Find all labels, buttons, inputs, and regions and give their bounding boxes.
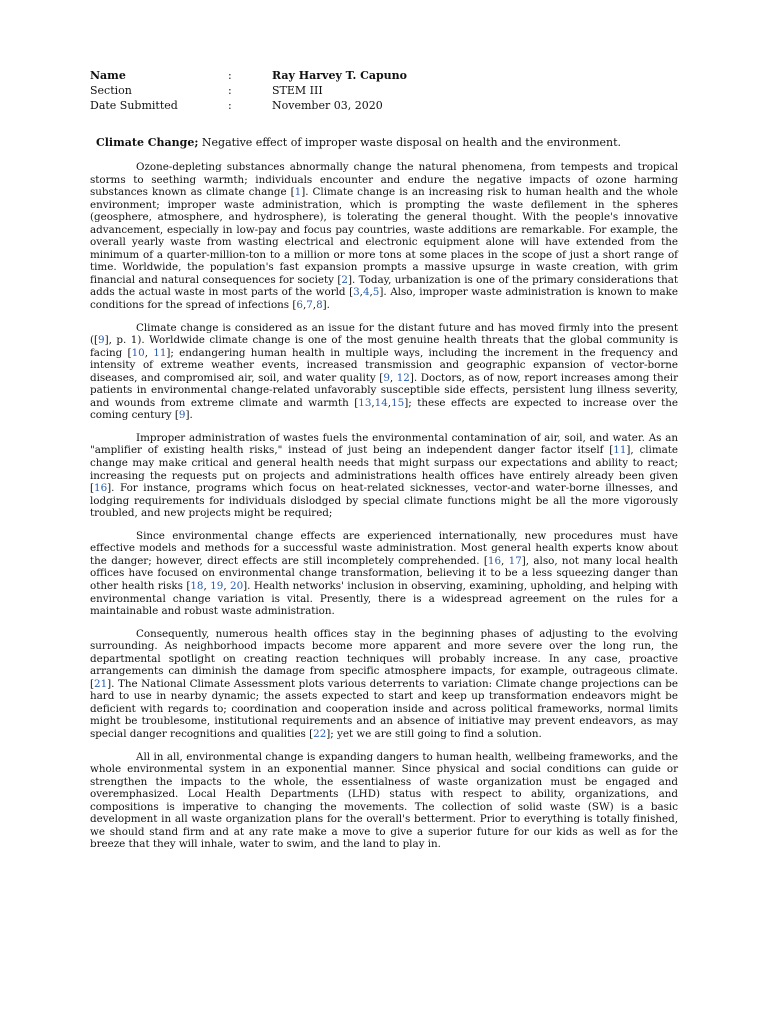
paragraph-text: ,: [371, 396, 375, 409]
paragraph-text: ]; endangering human health in multiple ways, including the increment in the frequency and intensity of extreme weather events, increased transmission and geographic expansion of vector-borne diseases, and compromised air, soil, and water quality [: [90, 346, 678, 384]
paragraph-text: ,: [223, 579, 231, 592]
citation-link[interactable]: 3: [353, 286, 360, 299]
essay-title-bold: Climate Change;: [96, 136, 199, 149]
citation-link[interactable]: 2: [341, 273, 348, 286]
paragraph-text: ]. Climate change is an increasing risk to human health and the whole environment; improper waste administration, which is prompting the waste defilement in the spheres (geosphere, atmosphere, and hydrosphere), is tolerating the general thought. With the people's innovative advancement, especially in low-pay and focus pay countries, waste additions are remarkable. For example, the overall yearly waste from wasting electrical and electronic equipment alone will have extended from the minimum of a quarter-million-ton to a million or more tons at some places in the scope of just a short range of time. Worldwide, the population's fast expansion prompts a massive upsurge in waste creation, with grim financial and natural consequences for society [: [90, 186, 678, 286]
citation-link[interactable]: 19: [210, 579, 224, 592]
essay-body: [90, 161, 678, 851]
paragraph-text: ,: [144, 346, 154, 359]
paragraph-text: ,: [312, 299, 317, 312]
citation-link[interactable]: 7: [306, 299, 313, 312]
paragraph-text: ].: [185, 409, 193, 422]
paragraph-text: Consequently, numerous health offices stay in the beginning phases of adjusting to the evolving surrounding. As neighborhood impacts become more apparent and more severe over the long run, the departmental spotlight on creating reaction techniques will probably increase. In any case, proactive arrangements can diminish the damage from specific atmosphere impacts, for example, outrageous climate. [: [90, 627, 678, 690]
paragraph: [90, 751, 678, 851]
paragraph-text: ]; yet we are still going to find a solution.: [326, 727, 542, 740]
paragraph: [90, 322, 678, 422]
citation-link[interactable]: 9: [178, 409, 186, 422]
citation-link[interactable]: 8: [316, 299, 323, 312]
paragraph-text: ], climate change may make critical and general health needs that might surpass our expectations and ability to react; increasing the requests put on projects and administrations health offices have entirely already been given [: [90, 444, 678, 495]
paragraph-text: ]; these effects are expected to increase over the coming century [: [90, 396, 678, 422]
citation-link[interactable]: 21: [94, 677, 108, 690]
paragraph: [90, 432, 678, 520]
citation-link[interactable]: 16: [487, 554, 502, 567]
meta-label: Section: [90, 84, 132, 97]
meta-value: Ray Harvey T. Capuno: [272, 69, 408, 82]
paragraph-text: ,: [359, 286, 363, 299]
paragraph-text: Climate change is considered as an issue for the distant future and has moved firmly into the present ([: [90, 321, 678, 347]
meta-label: Name: [90, 69, 126, 82]
citation-link[interactable]: 6: [296, 299, 303, 312]
paragraph-text: Ozone-depleting substances abnormally change the natural phenomena, from tempests and tropical storms to seething warmth; individuals encounter and endure the negative impacts of ozone harming substances known as climate change [: [90, 161, 678, 199]
essay-title: [90, 135, 678, 150]
citation-link[interactable]: 1: [294, 186, 302, 199]
citation-link[interactable]: 4: [362, 286, 370, 299]
meta-value: November 03, 2020: [272, 99, 383, 112]
paragraph-text: ], p. 1). Worldwide climate change is one of the most genuine health threats that the global community is facing [: [90, 334, 678, 359]
paragraph-text: ]. Doctors, as of now, report increases among their patients in environmental change-related unfavorably susceptible side effects, persistent lung illness severity, and wounds from extreme climate and warmth [: [90, 371, 678, 409]
paragraph: [90, 161, 678, 312]
meta-label: Date Submitted: [90, 99, 178, 112]
paragraph-text: ,: [389, 371, 397, 384]
citation-link[interactable]: 9: [383, 371, 390, 384]
paragraph-text: ]. The National Climate Assessment plots various deterrents to variation: Climate change projections can be hard to use in nearby dynamic; the assets expected to start and keep up transformation endeavors might be deficient with regards to; coordination and cooperation inside and across political frameworks, normal limits might be troublesome, institutional requirements and an absence of initiative may prevent endeavors, as may special danger recognitions and qualities [: [90, 677, 678, 740]
citation-link[interactable]: 11: [153, 346, 167, 359]
citation-link[interactable]: 17: [508, 554, 522, 567]
paragraph-text: ,: [302, 299, 307, 312]
paragraph-text: ]. For instance, programs which focus on heat-related sicknesses, vector-and water-borne illnesses, and lodging requirements for individuals dislodged by special climate functions might be all the more vigorously troubled, and new projects might be required;: [90, 482, 678, 520]
paragraph-text: Since environmental change effects are experienced internationally, new procedures must have effective models and methods for a successful waste administration. Most general health experts know about the danger; however, direct effects are still incompletely comprehended. [: [90, 529, 678, 567]
citation-link[interactable]: 16: [94, 482, 108, 495]
paragraph-text: ]. Today, urbanization is one of the primary considerations that adds the actual waste in most parts of the world [: [90, 273, 679, 299]
citation-link[interactable]: 15: [391, 396, 405, 409]
citation-link[interactable]: 5: [372, 286, 380, 299]
header-info: [90, 68, 678, 113]
citation-link[interactable]: 14: [374, 396, 388, 409]
citation-link[interactable]: 12: [396, 371, 410, 384]
paragraph: [90, 628, 678, 741]
paragraph-text: ,: [387, 396, 392, 409]
citation-link[interactable]: 13: [358, 396, 372, 409]
paragraph-text: ,: [203, 579, 211, 592]
essay-title-rest: Negative effect of improper waste disposal on health and the environment.: [198, 136, 622, 149]
citation-link[interactable]: 9: [98, 334, 105, 347]
citation-link[interactable]: 20: [230, 579, 244, 592]
meta-colon: :: [228, 69, 232, 82]
paragraph: [90, 530, 678, 618]
meta-value: STEM III: [272, 84, 323, 97]
meta-colon: :: [228, 84, 232, 97]
paragraph-text: ,: [501, 554, 509, 567]
citation-link[interactable]: 11: [613, 444, 627, 457]
citation-link[interactable]: 18: [190, 579, 204, 592]
paragraph-text: ].: [322, 299, 330, 312]
citation-link[interactable]: 10: [131, 346, 145, 359]
paragraph-text: ]. Also, improper waste administration is known to make conditions for the spread of infections [: [90, 286, 678, 312]
paragraph-text: Improper administration of wastes fuels the environmental contamination of air, soil, and water. As an "amplifier of existing health risks," instead of just being an independent danger factor itself [: [90, 431, 678, 457]
meta-colon: :: [228, 99, 232, 112]
paragraph-text: ,: [369, 286, 373, 299]
paragraph-text: ], also, not many local health offices have focused on environmental change transformation, believing it to be a less squeezing danger than other health risks [: [90, 554, 678, 592]
citation-link[interactable]: 22: [313, 727, 327, 740]
paragraph-text: All in all, environmental change is expanding dangers to human health, wellbeing frameworks, and the whole environmental system in an exponential manner. Since physical and social conditions can guide or strengthen the impacts to the whole, the essentialness of waste organization must be engaged and overemphasized. Local Health Departments (LHD) status with respect to ability, organizations, and compositions is imperative to changing the movements. The collection of solid waste (SW) is a basic development in all waste organization plans for the overall's betterment. Prior to everything is totally finished, we should stand firm and at any rate make a move to give a superior future for our kids as well as for the breeze that they will inhale, water to swim, and the land to play in.: [90, 750, 678, 851]
paragraph-text: ]. Health networks' inclusion in observing, examining, upholding, and helping with environmental change variation is vital. Presently, there is a widespread agreement on the rules for a maintainable and robust waste administration.: [90, 579, 678, 618]
